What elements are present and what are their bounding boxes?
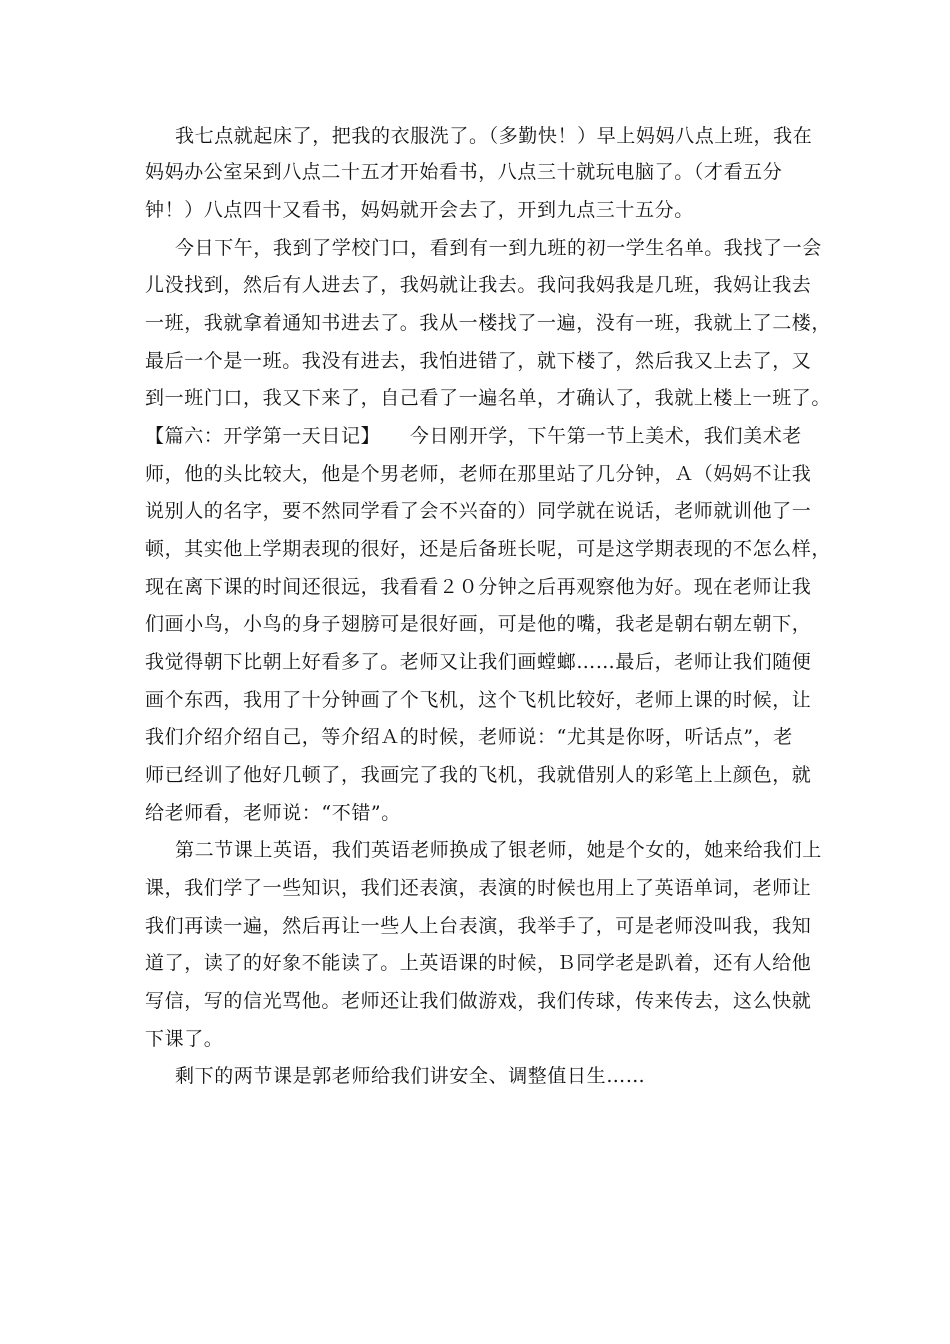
- text-line: 一班，我就拿着通知书进去了。我从一楼找了一遍，没有一班，我就上了二楼，: [145, 312, 832, 334]
- text-line: 我们介绍介绍自己，等介绍Ａ的时候，老师说：“尤其是你呀，听话点”，老: [145, 726, 793, 748]
- text-line: 给老师看，老师说：“不错”。: [145, 802, 401, 824]
- text-line: 课，我们学了一些知识，我们还表演，表演的时候也用上了英语单词，老师让: [145, 877, 812, 899]
- text-line: 现在离下课的时间还很远，我看看２０分钟之后再观察他为好。现在老师让我: [145, 576, 812, 598]
- text-line: 写信，写的信光骂他。老师还让我们做游戏，我们传球，传来传去，这么快就: [145, 990, 812, 1012]
- text-line: 儿没找到，然后有人进去了，我妈就让我去。我问我妈我是几班，我妈让我去: [145, 274, 812, 296]
- text-line: 到一班门口，我又下来了，自己看了一遍名单，才确认了，我就上楼上一班了。: [145, 387, 832, 409]
- text-line: 道了，读了的好象不能读了。上英语课的时候，Ｂ同学老是趴着，还有人给他: [145, 952, 812, 974]
- text-line: 说别人的名字，要不然同学看了会不兴奋的）同学就在说话，老师就训他了一: [145, 500, 812, 522]
- text-line: 今日下午，我到了学校门口，看到有一到九班的初一学生名单。我找了一会: [175, 237, 822, 259]
- text-line: 我七点就起床了，把我的衣服洗了。（多勤快！）早上妈妈八点上班，我在: [175, 125, 813, 147]
- text-line: 顿，其实他上学期表现的很好，还是后备班长呢，可是这学期表现的不怎么样，: [145, 538, 832, 560]
- text-line: 钟！）八点四十又看书，妈妈就开会去了，开到九点三十五分。: [145, 199, 694, 221]
- text-line: 我们再读一遍，然后再让一些人上台表演，我举手了，可是老师没叫我，我知: [145, 915, 812, 937]
- text-line: 剩下的两节课是郭老师给我们讲安全、调整值日生……: [175, 1065, 646, 1087]
- text-line: 画个东西，我用了十分钟画了个飞机，这个飞机比较好，老师上课的时候，让: [145, 689, 812, 711]
- text-line: 第二节课上英语，我们英语老师换成了银老师，她是个女的，她来给我们上: [175, 839, 822, 861]
- text-line: 我觉得朝下比朝上好看多了。老师又让我们画螳螂……最后，老师让我们随便: [145, 651, 812, 673]
- text-line: 们画小鸟，小鸟的身子翅膀可是很好画，可是他的嘴，我老是朝右朝左朝下，: [145, 613, 812, 635]
- section-heading-line: 【篇六：开学第一天日记】 今日刚开学，下午第一节上美术，我们美术老: [145, 425, 802, 447]
- text-line: 下课了。: [145, 1028, 224, 1050]
- text-line: 最后一个是一班。我没有进去，我怕进错了，就下楼了，然后我又上去了，又: [145, 350, 812, 372]
- text-line: 师已经训了他好几顿了，我画完了我的飞机，我就借别人的彩笔上上颜色，就: [145, 764, 812, 786]
- text-line: 师，他的头比较大，他是个男老师，老师在那里站了几分钟，Ａ（妈妈不让我: [145, 463, 812, 485]
- text-line: 妈妈办公室呆到八点二十五才开始看书，八点三十就玩电脑了。（才看五分: [145, 161, 783, 183]
